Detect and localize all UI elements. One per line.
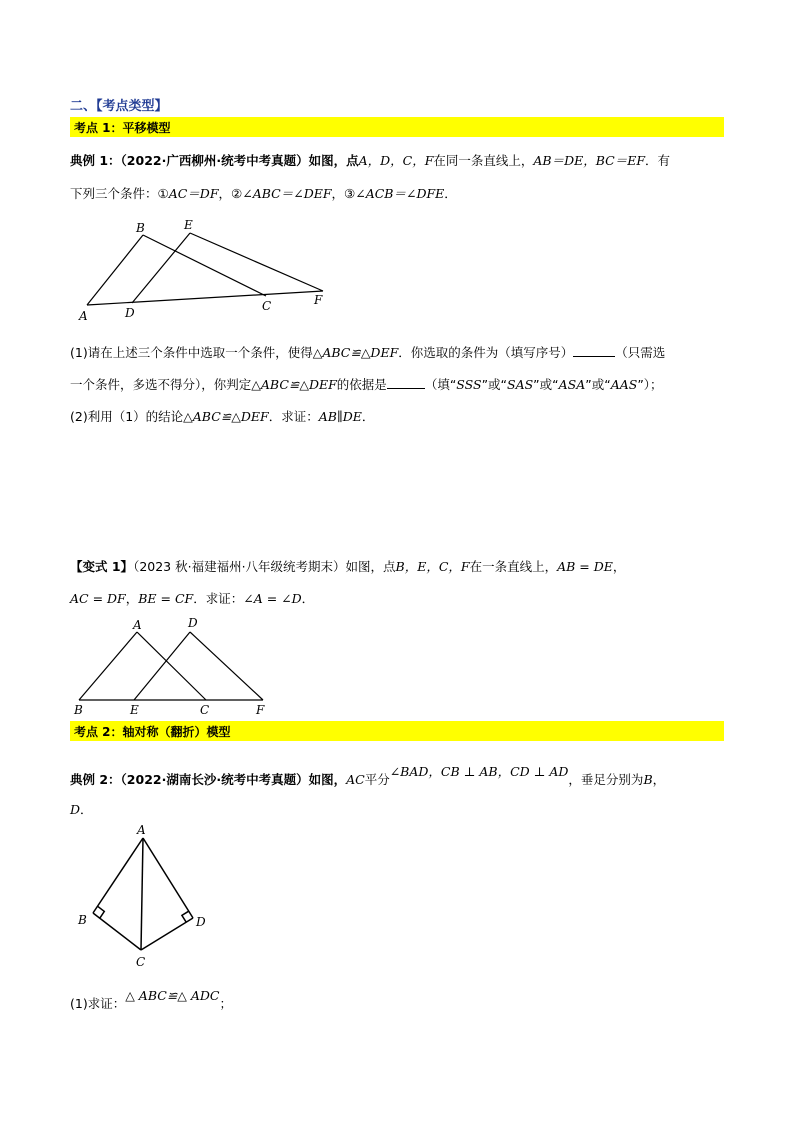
label-A: A <box>133 618 142 632</box>
answer-blank-condition[interactable] <box>573 344 615 357</box>
kaodian-1-label: 考点 1：平移模型 <box>74 121 171 135</box>
section-title: 二、【考点类型】 <box>70 99 168 114</box>
segment-AF <box>87 291 323 305</box>
label-F: F <box>314 293 323 307</box>
question-1-line-2: 一个条件，多选不得分），你判定△ABC≌△DEF的依据是 （填“SSS”或“SAS”或“ASA”或“AAS”）； <box>70 377 663 392</box>
label-C: C <box>262 299 272 313</box>
segment-DF <box>190 632 263 700</box>
segment-DC <box>141 918 193 950</box>
answer-blank-basis[interactable] <box>387 376 425 389</box>
label-B: B <box>78 913 87 927</box>
example-1-prefix: 典例 1：（2022·广西柳州·统考中考真题）如图，点 <box>70 153 359 168</box>
example-1-line-2: 下列三个条件：①AC＝DF，②∠ABC＝∠DEF，③∠ACB＝∠DFE． <box>70 186 457 201</box>
label-B: B <box>136 221 145 235</box>
example-2-figure <box>75 820 225 972</box>
segment-BC <box>143 235 266 296</box>
example-2-line-2: D． <box>70 802 93 817</box>
label-C: C <box>200 703 210 717</box>
label-D: D <box>188 616 198 630</box>
label-D: D <box>125 306 135 320</box>
segment-EF <box>190 233 323 291</box>
segment-BA <box>79 632 137 700</box>
variant-1-tag: 【变式 1】 <box>70 559 134 574</box>
label-B: B <box>74 703 83 717</box>
example-2-prefix: 典例 2：（2022·湖南长沙·统考中考真题）如图， <box>70 772 347 787</box>
label-E: E <box>184 218 193 232</box>
variant-1-figure <box>70 613 280 717</box>
segment-AB <box>87 235 143 305</box>
example-1-line-1: 典例 1：（2022·广西柳州·统考中考真题）如图，点A，D，C，F在同一条直线上，AB＝DE，BC＝EF．有 <box>70 153 671 168</box>
question-2: (2)利用（1）的结论△ABC≌△DEF．求证：AB∥DE． <box>70 409 375 424</box>
segment-AC <box>141 838 143 950</box>
segment-AD <box>143 838 193 918</box>
label-F: F <box>256 703 265 717</box>
variant-1-line-2: AC = DF，BE = CF．求证：∠A = ∠D． <box>70 591 315 606</box>
question-1-line-1: (1)请在上述三个条件中选取一个条件，使得△ABC≌△DEF．你选取的条件为（填写序号） （只需选 <box>70 345 666 360</box>
segment-AC <box>137 632 206 700</box>
segment-BC <box>93 913 141 950</box>
example-2-line-1: 典例 2：（2022·湖南长沙·统考中考真题）如图，AC平分∠BAD，CB ⊥ AB，CD ⊥ AD，垂足分别为B， <box>70 764 666 787</box>
example-1-figure <box>70 212 340 327</box>
segment-AB <box>93 838 143 913</box>
kaodian-2-banner <box>70 721 724 741</box>
kaodian-2-label: 考点 2：轴对称（翻折）模型 <box>74 725 231 739</box>
label-A: A <box>79 309 88 323</box>
label-A: A <box>137 823 146 837</box>
label-C: C <box>136 955 146 969</box>
kaodian-1-banner <box>70 117 724 137</box>
label-D: D <box>196 915 206 929</box>
variant-1-line-1: 【变式 1】（2023 秋·福建福州·八年级统考期末）如图，点B，E，C，F在一条直线上，AB = DE， <box>70 559 626 574</box>
segment-ED <box>134 632 190 700</box>
label-E: E <box>130 703 139 717</box>
example-2-question-1: (1)求证：△ ABC≌△ ADC； <box>70 988 233 1011</box>
